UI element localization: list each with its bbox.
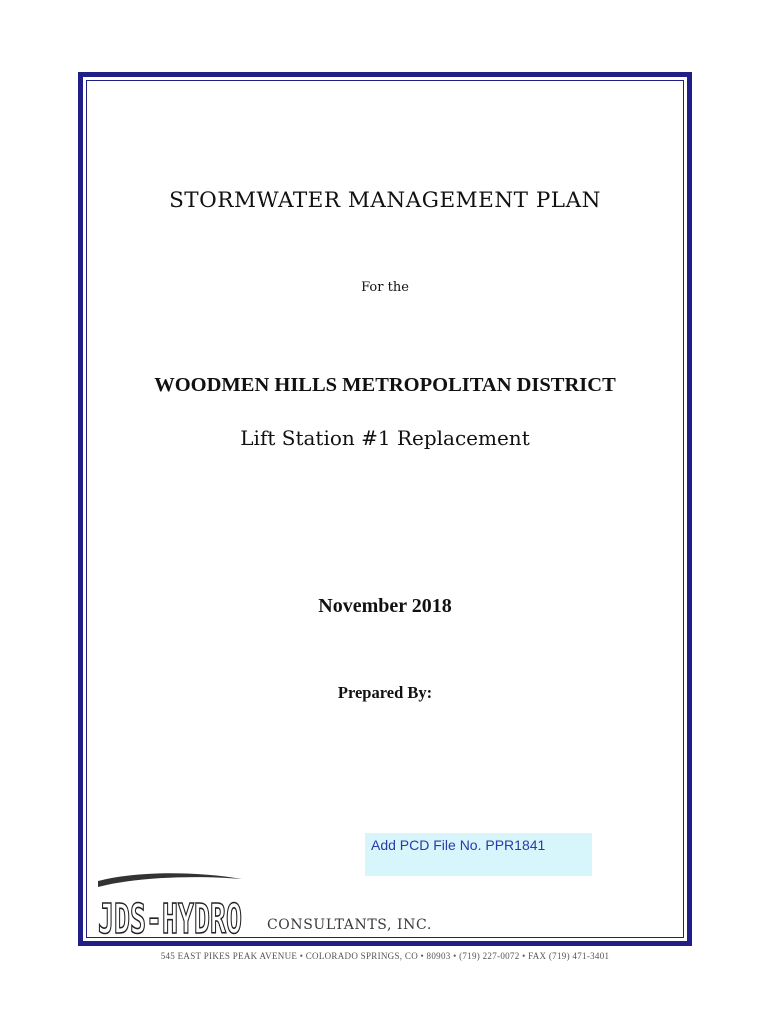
project-name: Lift Station #1 Replacement bbox=[240, 426, 530, 450]
prepared-by-label: Prepared By: bbox=[337, 683, 433, 702]
jds-hydro-logo bbox=[96, 873, 244, 939]
logo-text: JDS-HYDRO bbox=[98, 895, 242, 939]
document-title: STORMWATER MANAGEMENT PLAN bbox=[169, 188, 601, 213]
company-address: 545 EAST PIKES PEAK AVENUE • COLORADO SPRINGS, CO • 80903 • (719) 227-0072 • FAX (719) 471-3401 bbox=[160, 951, 610, 961]
company-subtitle: CONSULTANTS, INC. bbox=[267, 917, 432, 933]
district-name: WOODMEN HILLS METROPOLITAN DISTRICT bbox=[154, 374, 616, 396]
logo-swoosh bbox=[98, 873, 242, 887]
review-comment-note[interactable]: Add PCD File No. PPR1841 bbox=[365, 833, 592, 876]
for-the-text: For the bbox=[361, 280, 409, 295]
document-date: November 2018 bbox=[318, 595, 452, 617]
